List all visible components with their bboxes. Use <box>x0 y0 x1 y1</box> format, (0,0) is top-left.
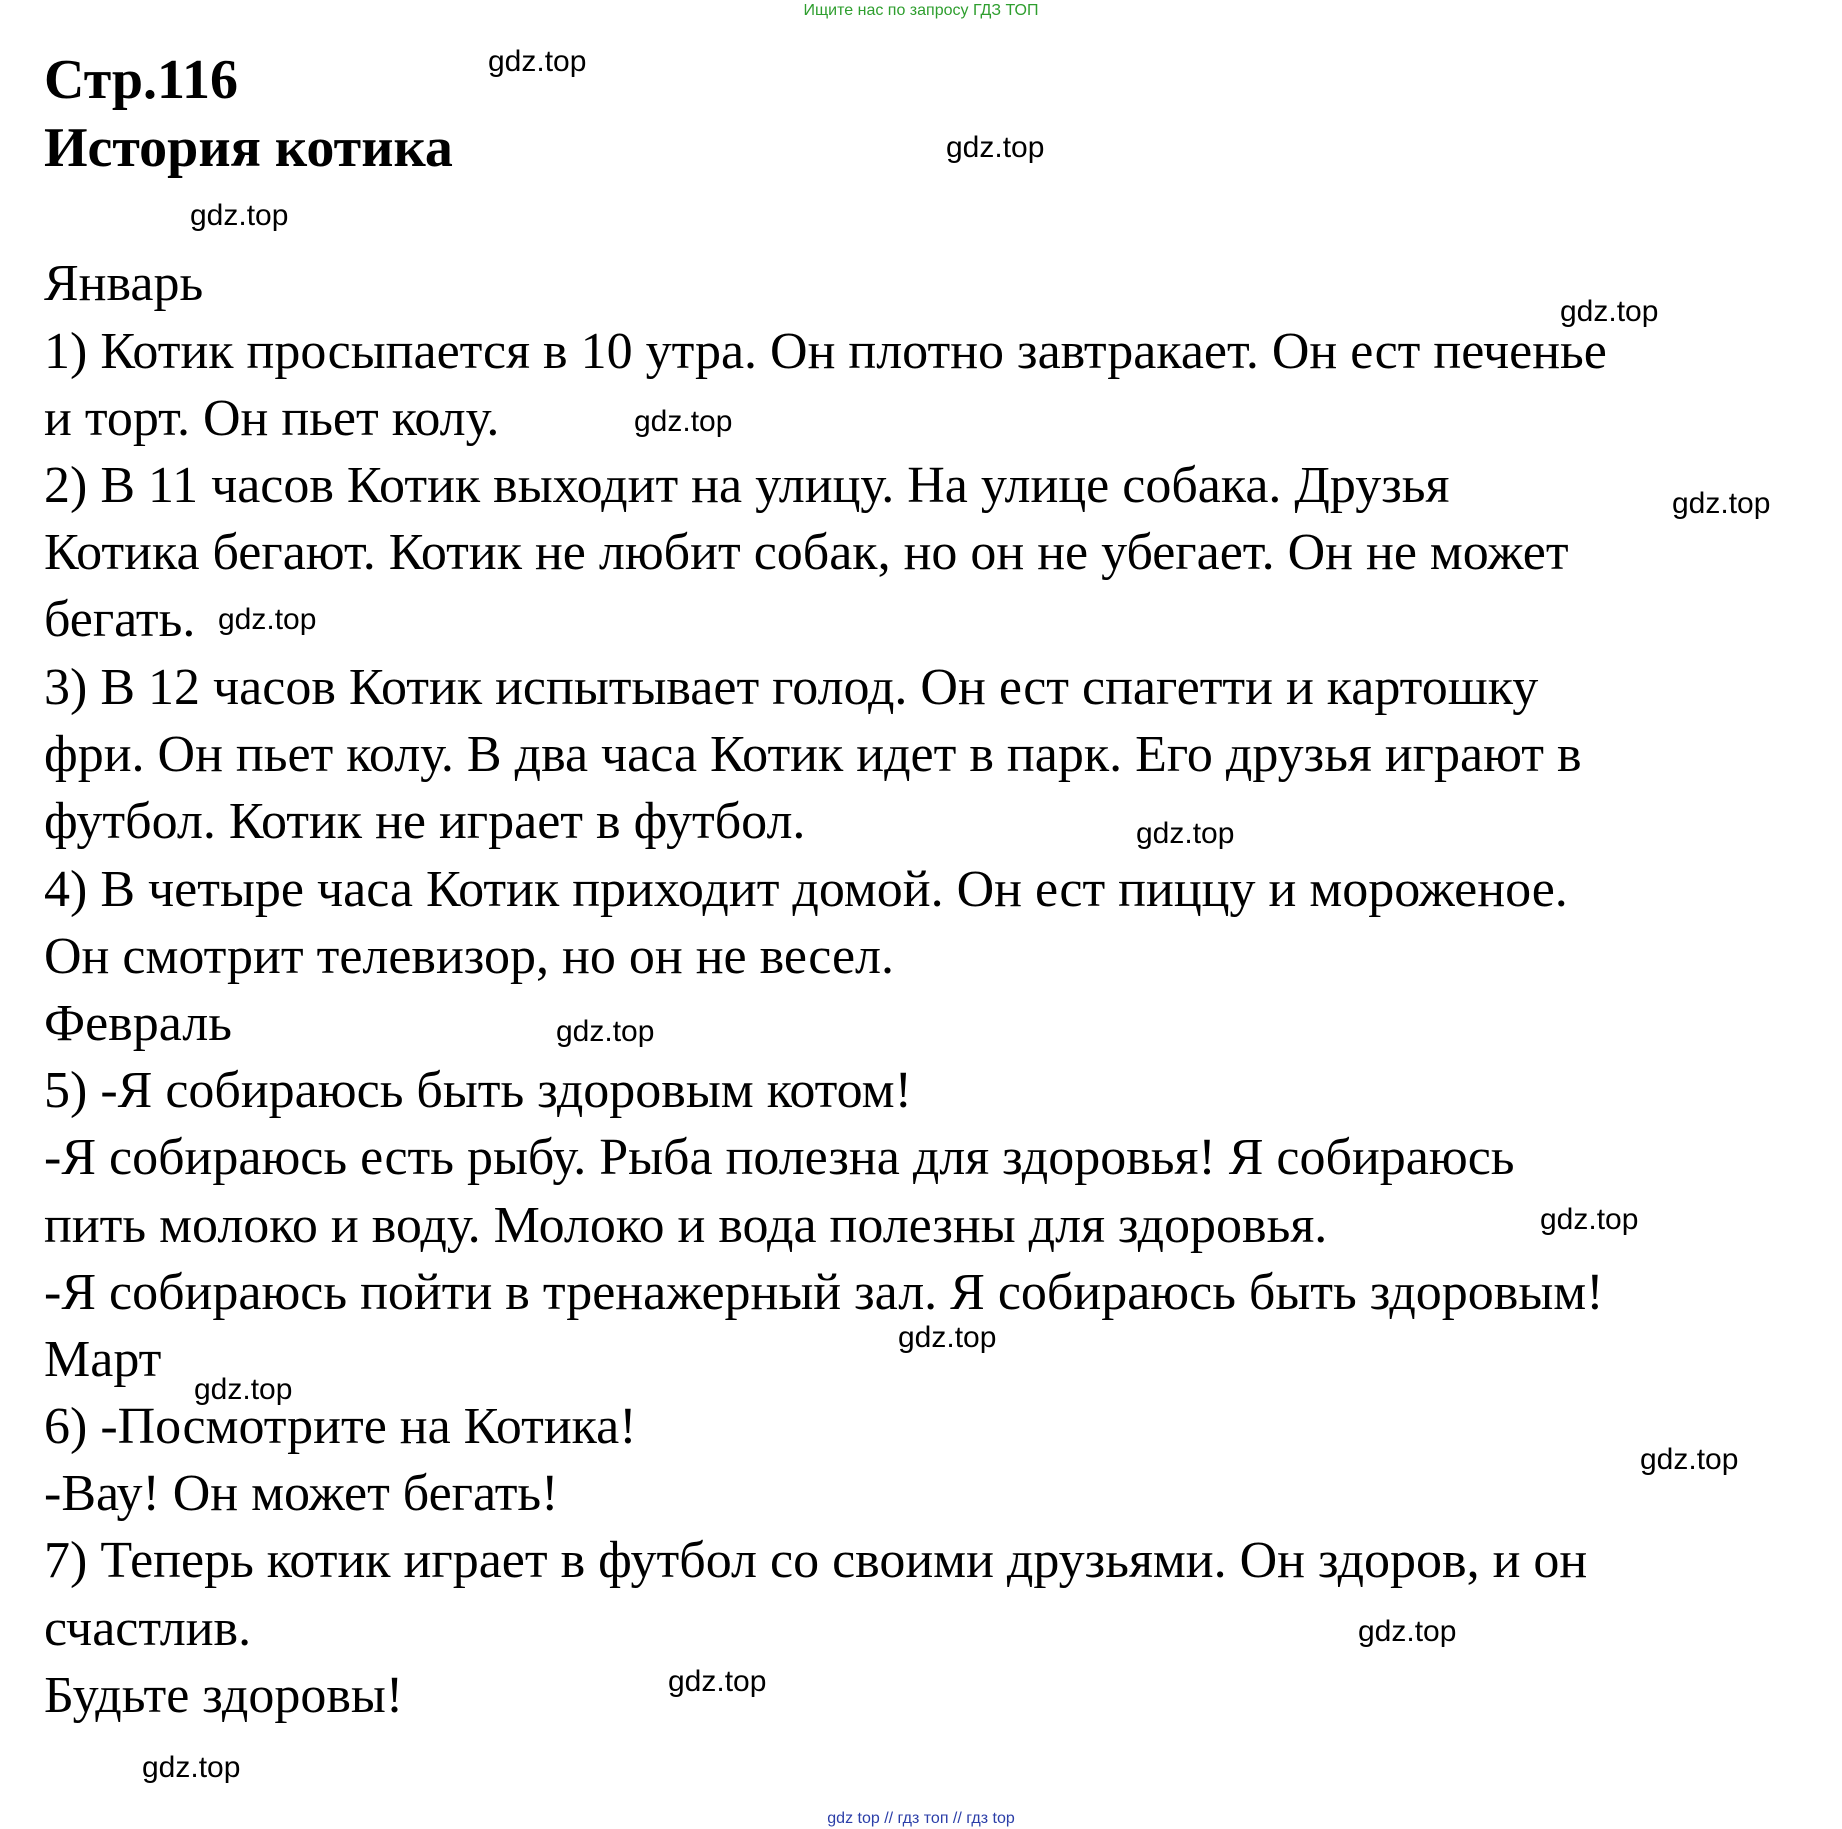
watermark: gdz.top <box>1136 817 1235 850</box>
watermark: gdz.top <box>1540 1203 1639 1236</box>
story-line: 2) В 11 часов Котик выходит на улицу. На улице собака. Друзья <box>44 457 1450 514</box>
story-line: -Я собираюсь пойти в тренажерный зал. Я собираюсь быть здоровым! <box>44 1264 1604 1321</box>
watermark: gdz.top <box>1672 487 1771 520</box>
watermark: gdz.top <box>946 131 1045 164</box>
watermark: gdz.top <box>218 603 317 636</box>
story-line: Он смотрит телевизор, но он не весел. <box>44 928 894 985</box>
watermark: gdz.top <box>898 1321 997 1354</box>
page-title: История котика <box>44 117 453 179</box>
watermark: gdz.top <box>1640 1443 1739 1476</box>
footer-links[interactable]: gdz top // гдз топ // гдз top <box>827 1810 1015 1827</box>
month-heading-january: Январь <box>44 255 204 312</box>
watermark: gdz.top <box>488 45 587 78</box>
story-line: Котика бегают. Котик не любит собак, но он не убегает. Он не может <box>44 524 1569 581</box>
watermark: gdz.top <box>194 1373 293 1406</box>
story-line: 5) -Я собираюсь быть здоровым котом! <box>44 1062 912 1119</box>
watermark: gdz.top <box>190 199 289 232</box>
watermark: gdz.top <box>1560 295 1659 328</box>
story-line: бегать. <box>44 591 196 648</box>
watermark: gdz.top <box>668 1665 767 1698</box>
story-line: -Вау! Он может бегать! <box>44 1465 559 1522</box>
top-banner-link[interactable]: Ищите нас по запросу ГДЗ ТОП <box>803 2 1039 19</box>
story-line: 4) В четыре часа Котик приходит домой. Он ест пиццу и мороженое. <box>44 861 1568 918</box>
story-line: 7) Теперь котик играет в футбол со своими друзьями. Он здоров, и он <box>44 1532 1588 1589</box>
story-line: и торт. Он пьет колу. <box>44 390 500 447</box>
story-line: фри. Он пьет колу. В два часа Котик идет в парк. Его друзья играют в <box>44 726 1582 783</box>
month-heading-march: Март <box>44 1331 162 1388</box>
story-line: 6) -Посмотрите на Котика! <box>44 1398 637 1455</box>
story-line: пить молоко и воду. Молоко и вода полезны для здоровья. <box>44 1197 1328 1254</box>
watermark: gdz.top <box>142 1751 241 1784</box>
closing-line: Будьте здоровы! <box>44 1667 404 1724</box>
story-line: 3) В 12 часов Котик испытывает голод. Он ест спагетти и картошку <box>44 659 1539 716</box>
story-line: футбол. Котик не играет в футбол. <box>44 793 806 850</box>
month-heading-february: Февраль <box>44 995 232 1052</box>
story-line: -Я собираюсь есть рыбу. Рыба полезна для здоровья! Я собираюсь <box>44 1129 1515 1186</box>
watermark: gdz.top <box>1358 1615 1457 1648</box>
story-line: 1) Котик просыпается в 10 утра. Он плотно завтракает. Он ест печенье <box>44 323 1607 380</box>
page-number: Стр.116 <box>44 49 238 111</box>
watermark: gdz.top <box>556 1015 655 1048</box>
watermark: gdz.top <box>634 405 733 438</box>
story-line: счастлив. <box>44 1600 252 1657</box>
